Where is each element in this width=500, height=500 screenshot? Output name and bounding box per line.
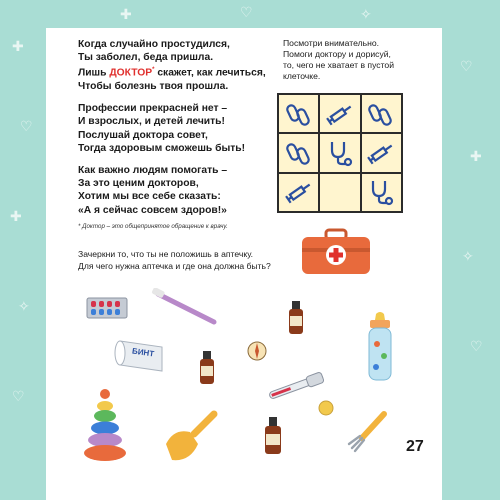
pills-icon (286, 140, 312, 166)
poem-text: Лишь (78, 67, 110, 79)
pills-icon (368, 101, 394, 127)
poem-line: Хотим мы все себе сказать: (78, 191, 221, 203)
first-aid-task (78, 249, 298, 272)
plus-doodle-icon: ✚ (10, 209, 22, 225)
footnote: * Доктор – это общепринятое обращение к врачу. (78, 223, 228, 230)
medicine-bottle-icon (197, 350, 217, 386)
task-line: то, чего не хватает в пустой (283, 60, 394, 70)
grid-cell (361, 173, 402, 212)
task-line: Зачеркни то, что ты не положишь в аптечку. (78, 249, 254, 259)
poem-line: Как важно людям помогать – (78, 165, 228, 177)
thermometer-icon (264, 370, 328, 402)
bandage-label: БИНТ (131, 346, 155, 359)
poem-stanza-2 (78, 102, 273, 155)
first-aid-kit-icon (300, 228, 372, 276)
poem-line: За это ценим докторов, (78, 178, 199, 190)
grid-cell (319, 94, 360, 133)
pill-blister-icon (86, 296, 128, 320)
pill-doodle-icon: ✚ (12, 39, 24, 55)
grid-task (283, 38, 423, 82)
baby-bottle-icon (364, 312, 396, 382)
bandage-roll (114, 333, 168, 377)
heart-doodle-icon: ♡ (460, 59, 473, 75)
poem-line: Послушай доктора совет, (78, 129, 208, 141)
plus-doodle-icon: ✚ (120, 7, 132, 23)
task-line: Посмотри внимательно. (283, 38, 380, 48)
grid-cell (278, 173, 319, 212)
poem-line: Чтобы болезнь твоя прошла. (78, 81, 229, 93)
grid-cell (319, 133, 360, 172)
heart-doodle-icon: ♡ (240, 5, 253, 21)
poem-line: Когда случайно простудился, (78, 39, 230, 50)
star-doodle-icon: ✧ (18, 299, 30, 315)
syringe-icon (325, 101, 355, 127)
poem-line: Тогда здоровым сможешь быть! (78, 142, 246, 154)
syringe-icon (366, 140, 396, 166)
star-doodle-icon: ✧ (360, 7, 372, 23)
task-line: клеточке. (283, 71, 321, 81)
grid-cell (278, 133, 319, 172)
syringe-icon (284, 179, 314, 205)
heart-doodle-icon: ♡ (12, 389, 25, 405)
task-line: Для чего нужна аптечка и где она должна быть? (78, 260, 271, 271)
toy-scoop-icon (160, 410, 220, 466)
poem-line: Профессии прекрасней нет – (78, 103, 228, 115)
iodine-bottle-icon (262, 416, 284, 456)
grid-cell (361, 94, 402, 133)
coin-icon (318, 400, 334, 416)
poem-line: Ты заболел, беда пришла. (78, 52, 214, 64)
plus-doodle-icon: ✚ (470, 149, 482, 165)
poem-line: «А я сейчас совсем здоров!» (78, 204, 227, 216)
stethoscope-icon (367, 178, 395, 206)
stethoscope-icon (326, 139, 354, 167)
doctor-word: ДОКТОР (109, 67, 153, 79)
stacking-pyramid-icon (80, 388, 130, 464)
pattern-grid (277, 93, 403, 213)
iodine-bottle-icon (286, 300, 306, 336)
footnote-marker: * (152, 67, 155, 74)
heart-doodle-icon: ♡ (20, 119, 33, 135)
poem-line: И взрослых, и детей лечить! (78, 116, 225, 128)
heart-doodle-icon: ♡ (470, 339, 483, 355)
toothbrush-icon (150, 288, 220, 328)
pills-icon (286, 101, 312, 127)
compass-icon (246, 340, 268, 362)
poem-stanza-3 (78, 164, 273, 217)
page-number: 27 (406, 438, 424, 455)
grid-cell (278, 94, 319, 133)
grid-cell (361, 133, 402, 172)
poem (78, 38, 273, 226)
baby-fork-icon (346, 404, 396, 454)
grid-cell-empty[interactable] (319, 173, 360, 212)
star-doodle-icon: ✧ (462, 249, 474, 265)
poem-text: скажет, как лечиться, (154, 67, 266, 79)
poem-stanza-1 (78, 38, 273, 93)
task-line: Помоги доктору и дорисуй, (283, 49, 391, 59)
poem-line (78, 64, 273, 80)
